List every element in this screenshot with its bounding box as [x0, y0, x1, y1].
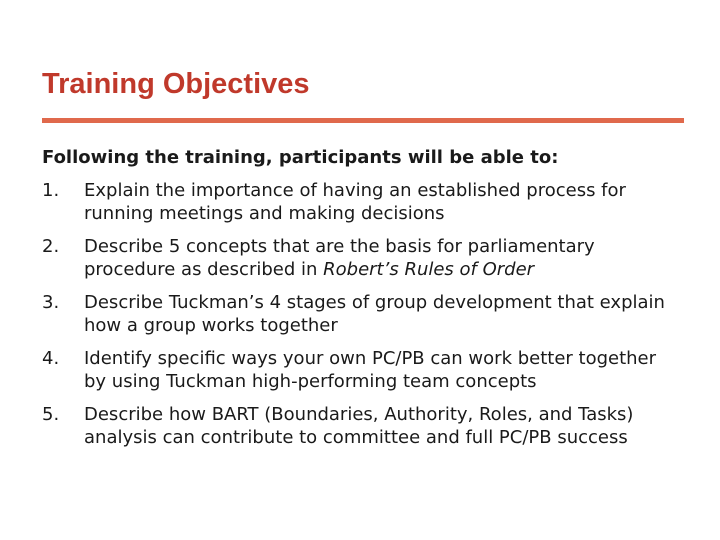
- item-text: Describe how BART (Boundaries, Authority, Roles, and Tasks) analysis can contribute to committee and full PC/PB success: [84, 404, 634, 448]
- item-text-plain: Describe 5 concepts that are the basis for parliamentary procedure as described in: [84, 236, 595, 280]
- item-text: Describe Tuckman’s 4 stages of group development that explain how a group works together: [84, 292, 665, 336]
- item-number: 5.: [42, 404, 60, 425]
- item-number: 4.: [42, 348, 60, 369]
- book-title: Robert’s Rules of Order: [323, 259, 535, 280]
- title-divider: [42, 118, 684, 123]
- item-text: [84, 235, 682, 281]
- item-text: Identify specific ways your own PC/PB can work better together by using Tuckman high-performing team concepts: [84, 348, 657, 392]
- slide-content: [42, 146, 682, 459]
- page-title: Training Objectives: [42, 68, 310, 100]
- list-item: [42, 291, 682, 337]
- item-text: Explain the importance of having an established process for running meetings and making decisions: [84, 180, 626, 224]
- list-item: [42, 235, 682, 281]
- list-item: [42, 403, 682, 449]
- objectives-list: [42, 179, 682, 449]
- item-number: 2.: [42, 236, 60, 257]
- item-number: 1.: [42, 180, 60, 201]
- item-number: 3.: [42, 292, 60, 313]
- list-item: [42, 179, 682, 225]
- list-item: [42, 347, 682, 393]
- intro-text: Following the training, participants will be able to:: [42, 147, 559, 168]
